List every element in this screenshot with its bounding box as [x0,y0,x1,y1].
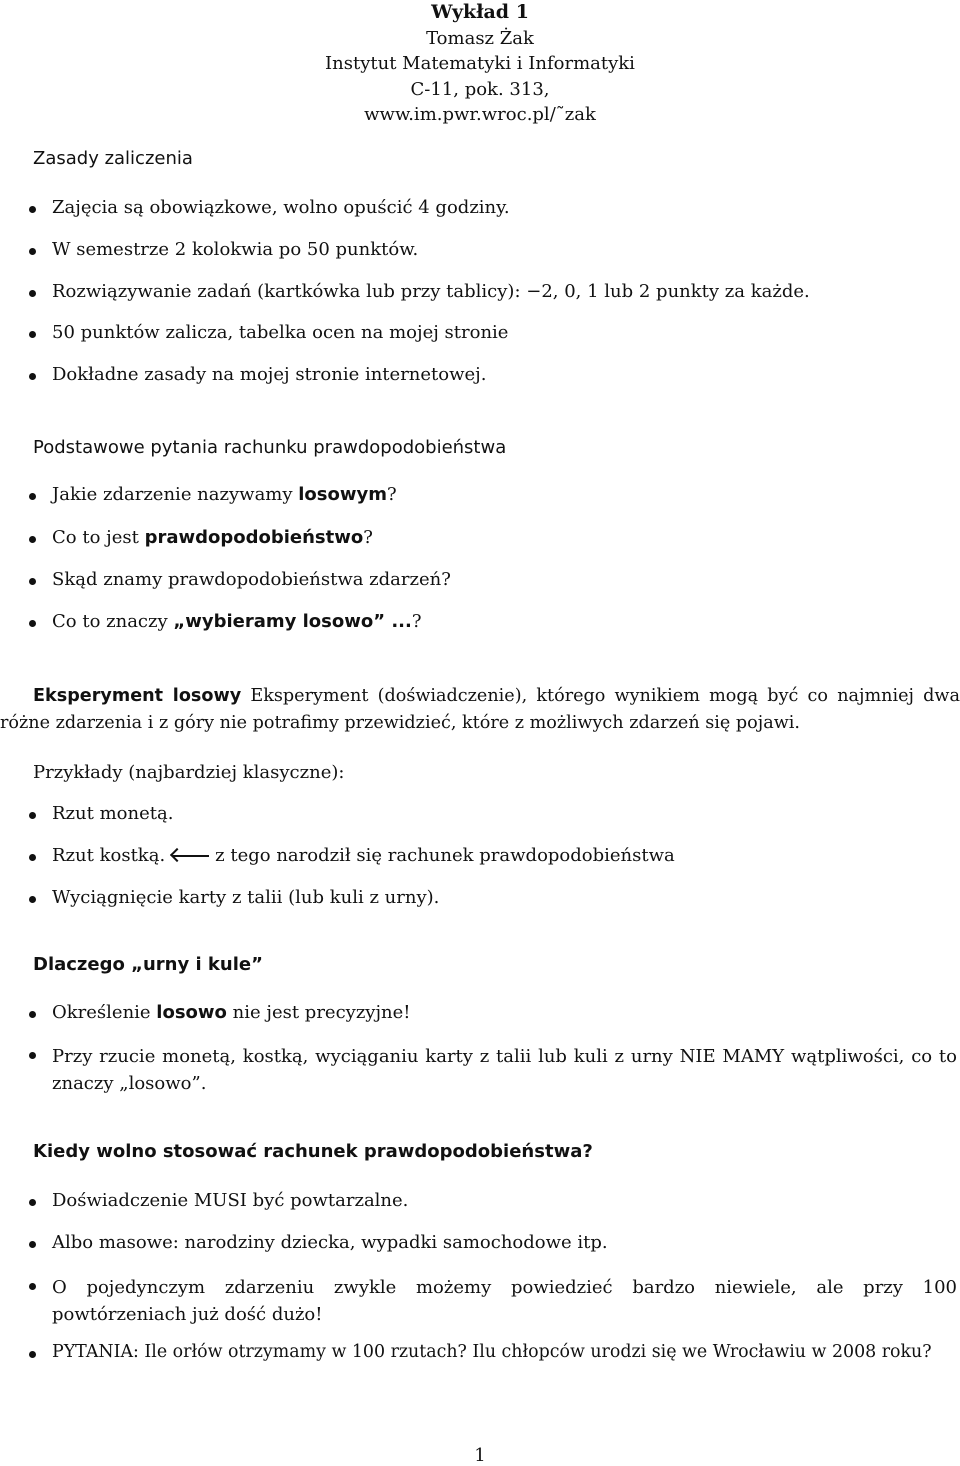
list-item-text: Dokładne zasady na mojej stronie internetowej. [52,364,487,385]
text-segment: ? [363,527,373,548]
bullet-icon [29,373,36,380]
bullet-icon [29,206,36,213]
definition-paragraph [0,683,960,737]
list-item-text: Doświadczenie MUSI być powtarzalne. [52,1190,409,1211]
list-item-text [52,611,422,632]
list-item-text: Wyciągnięcie karty z talii (lub kuli z urny). [52,887,440,908]
list-item-text [52,845,675,866]
text-segment: ? [411,611,422,632]
bullet-icon [29,290,36,297]
bullet-icon [29,1011,36,1018]
bold-term: „wybieramy losowo” ... [173,611,412,632]
bullet-icon [29,1052,36,1059]
bullet-icon [29,1351,36,1358]
bullet-icon [29,1283,36,1290]
list-item-text: W semestrze 2 kolokwia po 50 punktów. [52,239,419,260]
text-segment: ? [387,484,397,505]
text-segment: Określenie [52,1002,157,1023]
list-item-text: Przy rzucie monetą, kostką, wyciąganiu karty z talii lub kuli z urny NIE MAMY wątpliwości, co to znaczy „losowo”. [52,1046,957,1094]
text-segment: Jakie zdarzenie nazywamy [52,484,299,505]
bullet-icon [29,1241,36,1248]
examples-heading: Przykłady (najbardziej klasyczne): [33,762,345,783]
bullet-icon [29,536,36,543]
document-header [0,0,960,128]
text-segment: Co to znaczy [52,611,174,632]
list-item-text: Rozwiązywanie zadań (kartkówka lub przy tablicy): −2, 0, 1 lub 2 punkty za każde. [52,281,810,302]
list-item-text [52,1002,411,1023]
arrow-note: z tego narodził się rachunek prawdopodobieństwa [215,845,675,866]
text-segment: nie jest precyzyjne! [226,1002,411,1023]
left-arrow-icon [173,855,209,857]
list-item-text [52,484,397,505]
bullet-icon [29,854,36,861]
bullet-icon [29,896,36,903]
room-info: C-11, pok. 313, [410,78,550,100]
author-name: Tomasz Żak [426,27,534,49]
list-item-text: Albo masowe: narodziny dziecka, wypadki samochodowe itp. [52,1232,608,1253]
bullet-icon [29,620,36,627]
list-item-text: O pojedynczym zdarzeniu zwykle możemy powiedzieć bardzo niewiele, ale przy 100 powtórzeniach już dość dużo! [52,1277,957,1325]
bullet-icon [29,331,36,338]
bullet-icon [29,1199,36,1206]
list-item-text: 50 punktów zalicza, tabelka ocen na mojej stronie [52,322,509,343]
bold-term: losowym [298,484,387,505]
institute-name: Instytut Matematyki i Informatyki [325,53,635,74]
section-heading-rules: Zasady zaliczenia [33,148,193,169]
section-heading-questions: Podstawowe pytania rachunku prawdopodobieństwa [33,437,507,458]
text-segment: Co to jest [52,527,145,548]
lecture-title: Wykład 1 [431,1,529,23]
definition-text: Eksperyment (doświadczenie), którego wynikiem mogą być co najmniej dwa różne zdarzenia i z góry nie potrafimy przewidzieć, które z możliwych zdarzeń się pojawi. [0,686,960,733]
bullet-icon [29,493,36,500]
list-item-text [52,527,373,548]
page-number: 1 [474,1445,486,1466]
defined-term: Eksperyment losowy [33,686,242,706]
section-heading-urns: Dlaczego „urny i kule” [33,954,263,975]
bullet-icon [29,248,36,255]
list-item-text: Zajęcia są obowiązkowe, wolno opuścić 4 godziny. [52,197,510,218]
bold-term: losowo [156,1002,227,1023]
bullet-icon [29,578,36,585]
list-item-text: Skąd znamy prawdopodobieństwa zdarzeń? [52,569,451,590]
list-item-text: Rzut monetą. [52,803,174,824]
bold-term: prawdopodobieństwo [144,527,364,548]
bullet-icon [29,812,36,819]
text-segment: Rzut kostką. [52,845,166,866]
section-heading-when: Kiedy wolno stosować rachunek prawdopodobieństwa? [33,1141,593,1162]
list-item-text: PYTANIA: Ile orłów otrzymamy w 100 rzutach? Ilu chłopców urodzi się we Wrocławiu w 2008 roku? [52,1342,932,1362]
website-url: www.im.pwr.wroc.pl/˜zak [364,104,596,125]
